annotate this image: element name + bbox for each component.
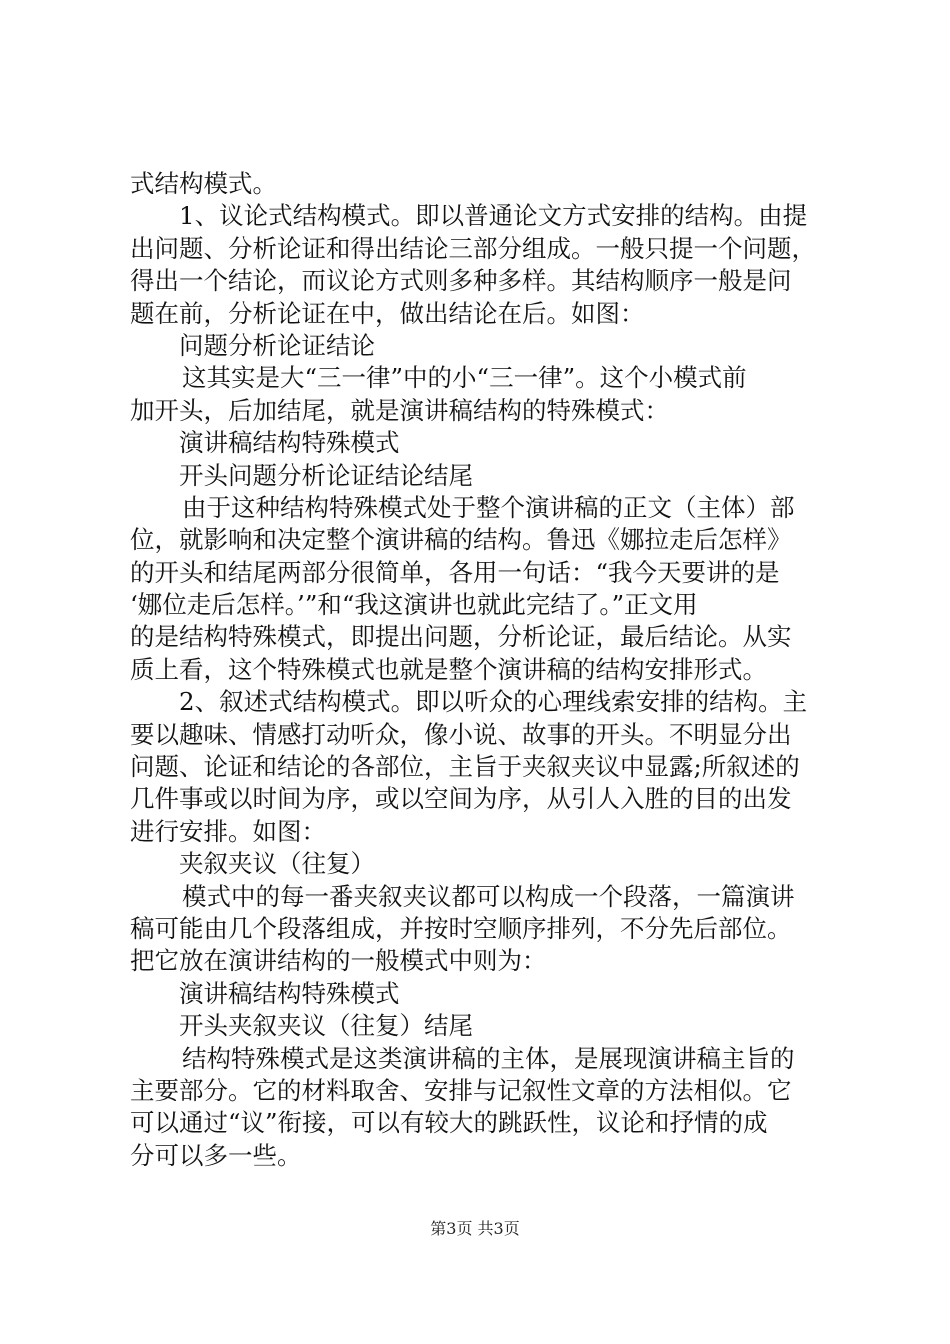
text-line: 由于这种结构特殊模式处于整个演讲稿的正文（主体）部	[182, 492, 795, 522]
page-footer: 第3页 共3页	[430, 1219, 520, 1238]
text-line: 开头问题分析论证结论结尾	[179, 460, 473, 490]
document-body	[130, 168, 830, 1172]
text-line: 开头夹叙夹议（往复）结尾	[179, 1011, 473, 1041]
text-line: 出问题、分析论证和得出结论三部分组成。一般只提一个问题，	[130, 233, 816, 263]
text-line: 问题分析论证结论	[179, 330, 375, 360]
text-line: 夹叙夹议（往复）	[179, 849, 375, 879]
text-line: 的开头和结尾两部分很简单，各用一句话：“我今天要讲的是	[130, 557, 780, 587]
text-line: 把它放在演讲结构的一般模式中则为：	[130, 946, 547, 976]
text-line: 分可以多一些。	[130, 1140, 302, 1170]
text-line: 的是结构特殊模式，即提出问题，分析论证，最后结论。从实	[130, 622, 792, 652]
text-line: 进行安排。如图：	[130, 816, 326, 846]
text-line: 要以趣味、情感打动听众，像小说、故事的开头。不明显分出	[130, 719, 792, 749]
text-line: 加开头，后加结尾，就是演讲稿结构的特殊模式：	[130, 395, 669, 425]
text-line: 式结构模式。	[130, 169, 277, 198]
text-line: 这其实是大“三一律”中的小“三一律”。这个小模式前	[182, 363, 747, 393]
text-line: 位，就影响和决定整个演讲稿的结构。鲁迅《娜拉走后怎样》	[130, 525, 792, 555]
text-line: 结构特殊模式是这类演讲稿的主体，是展现演讲稿主旨的	[182, 1043, 795, 1073]
text-line: 主要部分。它的材料取舍、安排与记叙性文章的方法相似。它	[130, 1075, 792, 1105]
text-line: ‘娜位走后怎样。’”和“我这演讲也就此完结了。”正文用	[130, 590, 698, 620]
text-line: 演讲稿结构特殊模式	[179, 978, 400, 1008]
text-line: 可以通过“议”衔接，可以有较大的跳跃性，议论和抒情的成	[130, 1108, 768, 1138]
text-line: 题在前，分析论证在中，做出结论在后。如图：	[130, 298, 645, 328]
text-line: 几件事或以时间为序，或以空间为序，从引人入胜的目的出发	[130, 784, 792, 814]
text-line: 问题、论证和结论的各部位，主旨于夹叙夹议中显露;所叙述的	[130, 752, 800, 782]
text-line: 得出一个结论，而议论方式则多种多样。其结构顺序一般是问	[130, 266, 792, 296]
text-line: 质上看，这个特殊模式也就是整个演讲稿的结构安排形式。	[130, 654, 767, 684]
text-line: 稿可能由几个段落组成，并按时空顺序排列，不分先后部位。	[130, 913, 792, 943]
text-line: 1、议论式结构模式。即以普通论文方式安排的结构。由提	[179, 201, 808, 231]
text-line: 模式中的每一番夹叙夹议都可以构成一个段落，一篇演讲	[182, 881, 795, 911]
text-line: 2、叙述式结构模式。即以听众的心理线索安排的结构。主	[179, 687, 808, 717]
text-line: 演讲稿结构特殊模式	[179, 428, 400, 458]
